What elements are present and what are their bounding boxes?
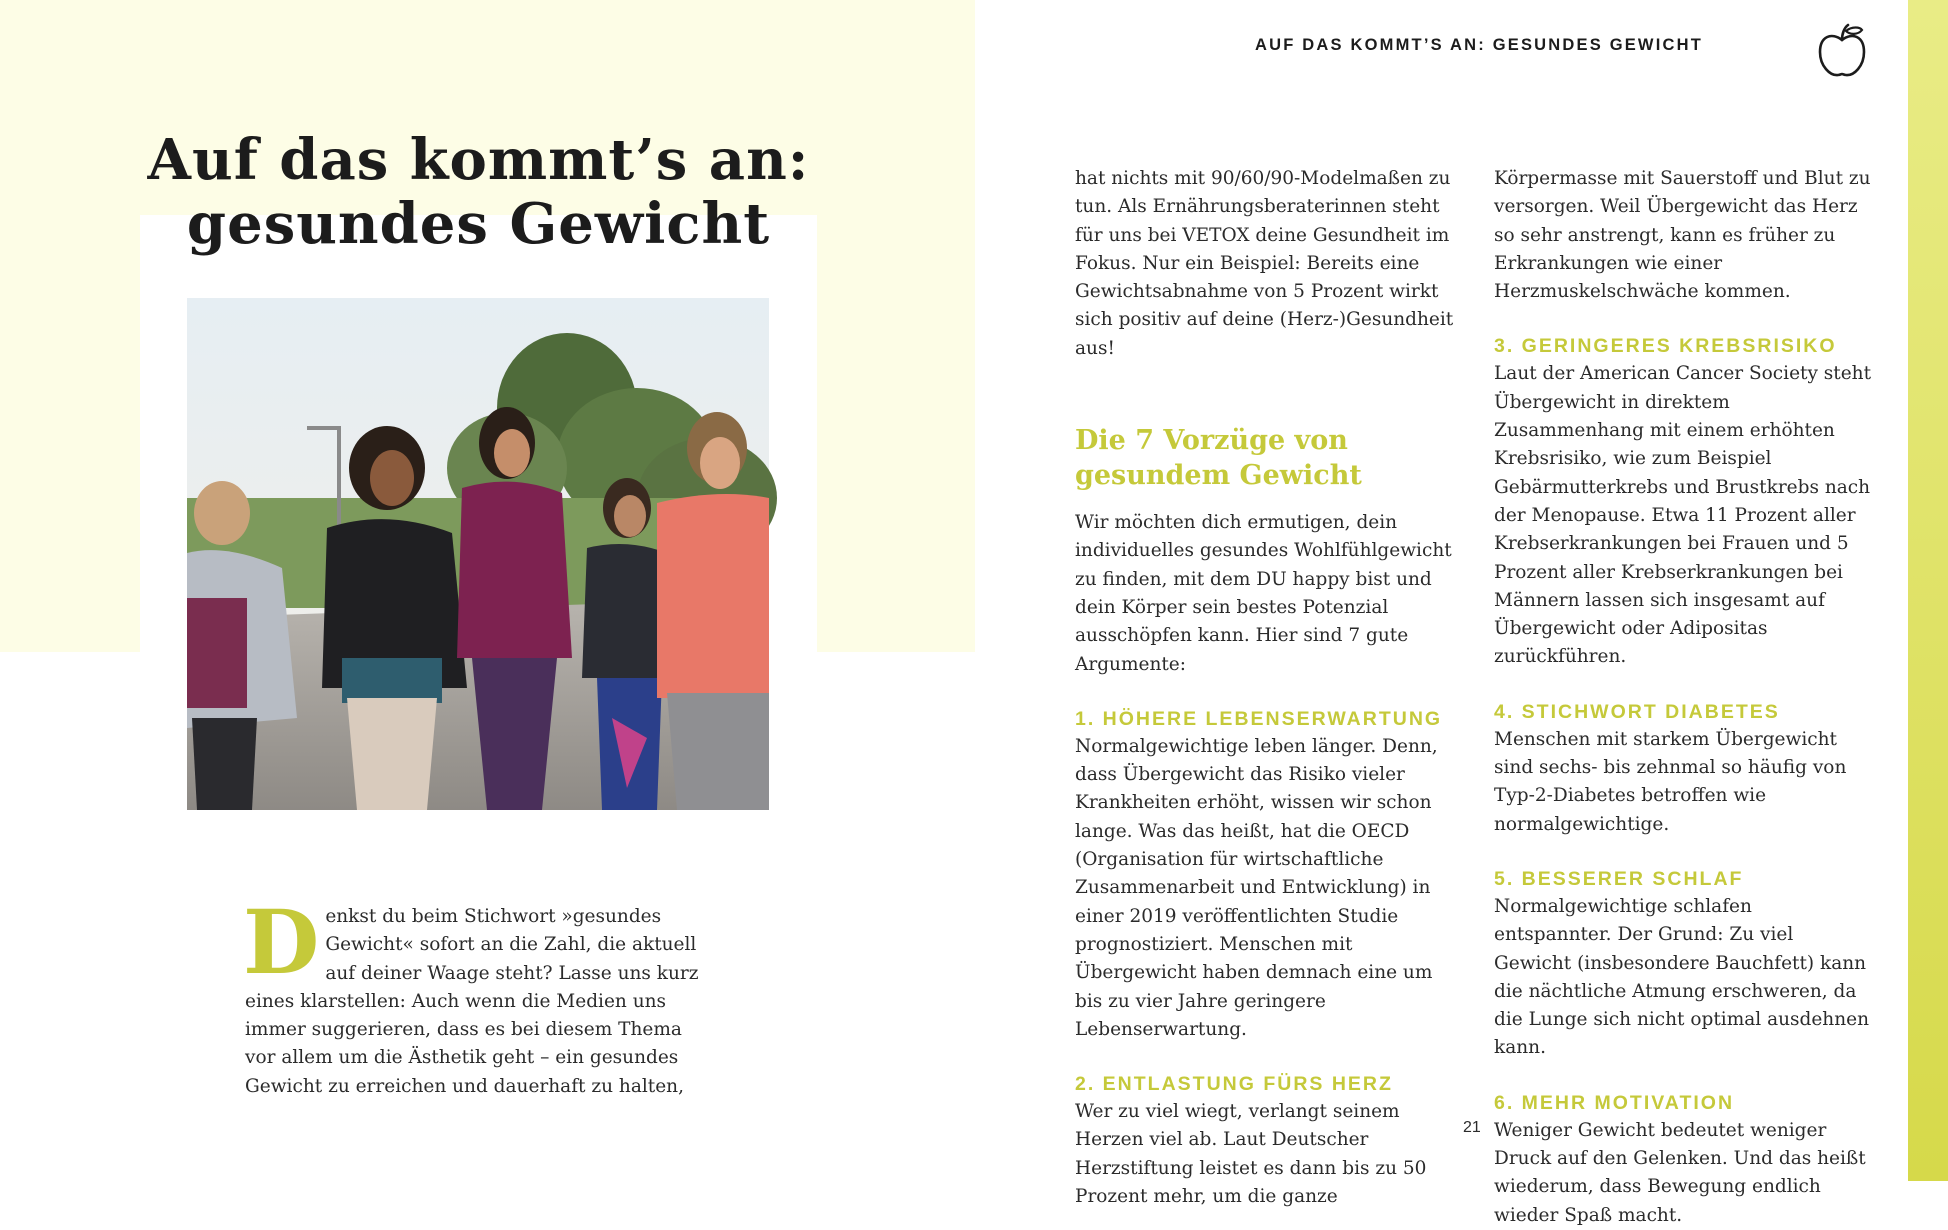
- page-number: 21: [1463, 1119, 1481, 1136]
- benefit-text: Normalgewichtige leben länger. Denn, dass Übergewicht das Risiko vieler Krankheiten erhöht, wissen wir schon lange. Was das heißt, hat die OECD (Organisation für wirtschaftliche Zusammenarbeit und Entwicklung) in einer 2019 veröffentlichten Studie prognostiziert. Menschen mit Übergewicht haben demnach eine um bis zu vier Jahre geringere Lebenserwartung.: [1075, 735, 1438, 1040]
- benefit-text: Normalgewichtige schlafen entspannter. Der Grund: Zu viel Gewicht (insbesondere Bauchfett) kann die nächtliche Atmung erschweren, da die Lunge sich nicht optimal ausdehnen kann.: [1494, 895, 1869, 1059]
- intro-text: enkst du beim Stichwort »gesundes Gewicht« sofort an die Zahl, die aktuell auf deiner Waage steht? Lasse uns kurz eines klarstellen: Auch wenn die Medien uns immer suggerieren, dass es bei diesem Thema vor allem um die Ästhetik geht – ein gesundes Gewicht zu erreichen und dauerhaft zu halten,: [245, 906, 699, 1097]
- benefit-heading: 6. MEHR MOTIVATION: [1494, 1091, 1735, 1114]
- section-title: [1075, 423, 1455, 493]
- running-head: AUF DAS KOMMT’S AN: GESUNDES GEWICHT: [1255, 36, 1704, 54]
- benefit-text: Wer zu viel wiegt, verlangt seinem Herzen viel ab. Laut Deutscher Herzstiftung leistet es dann bis zu 50 Prozent mehr, um die ganze: [1075, 1101, 1427, 1208]
- page-title: [140, 128, 817, 256]
- text-column-2: [1494, 165, 1874, 1230]
- text-column-1: [1075, 165, 1455, 1211]
- right-edge-band: [1908, 0, 1948, 1181]
- intro-paragraph: [243, 890, 715, 1101]
- benefit-heading: 1. HÖHERE LEBENSERWARTUNG: [1075, 707, 1443, 730]
- benefit-text: Menschen mit starkem Übergewicht sind sechs- bis zehnmal so häufig von Typ-2-Diabetes betroffen wie normalgewichtige.: [1494, 728, 1847, 835]
- section-title-line-2: gesundem Gewicht: [1075, 460, 1362, 492]
- title-line-2: gesundes Gewicht: [186, 191, 771, 257]
- col1-intro-paragraph: hat nichts mit 90/60/90-Modelmaßen zu tun. Als Ernährungsberaterinnen steht für uns bei VETOX deine Gesundheit im Fokus. Nur ein Beispiel: Bereits eine Gewichtsabnahme von 5 Prozent wirkt sich positiv auf deine (Herz-)Gesundheit aus!: [1075, 168, 1454, 359]
- section-intro-paragraph: Wir möchten dich ermutigen, dein individuelles gesundes Wohlfühlgewicht zu finden, mit dem DU happy bist und dein Körper sein bestes Potenzial ausschöpfen kann. Hier sind 7 gute Argumente:: [1075, 512, 1452, 675]
- benefit-text: Laut der American Cancer Society steht Übergewicht in direktem Zusammenhang mit einem erhöhten Krebsrisiko, wie zum Beispiel Gebärmutterkrebs und Brustkrebs nach der Menopause. Etwa 11 Prozent aller Krebserkrankungen bei Frauen und 5 Prozent aller Krebserkrankungen bei Männern lassen sich insgesamt auf Übergewicht oder Adipositas zurückführen.: [1494, 363, 1872, 668]
- benefit-text: Weniger Gewicht bedeutet weniger Druck auf den Gelenken. Und das heißt wiederum, dass Bewegung endlich wieder Spaß macht.: [1494, 1119, 1866, 1226]
- title-line-1: Auf das kommt’s an:: [147, 127, 810, 193]
- benefit-heading: 5. BESSERER SCHLAF: [1494, 867, 1744, 890]
- benefit-heading: 3. GERINGERES KREBSRISIKO: [1494, 335, 1837, 358]
- section-title-line-1: Die 7 Vorzüge von: [1075, 425, 1348, 457]
- benefit-heading: 2. ENTLASTUNG FÜRS HERZ: [1075, 1073, 1393, 1096]
- drop-cap: D: [243, 890, 320, 994]
- group-of-women-walking-photo: [187, 298, 769, 810]
- benefit-heading: 4. STICHWORT DIABETES: [1494, 700, 1780, 723]
- apple-icon: [1816, 22, 1868, 78]
- benefit-text-continued: Körpermasse mit Sauerstoff und Blut zu versorgen. Weil Übergewicht das Herz so sehr anstrengt, kann es früher zu Erkrankungen wie einer Herzmuskelschwäche kommen.: [1494, 168, 1871, 303]
